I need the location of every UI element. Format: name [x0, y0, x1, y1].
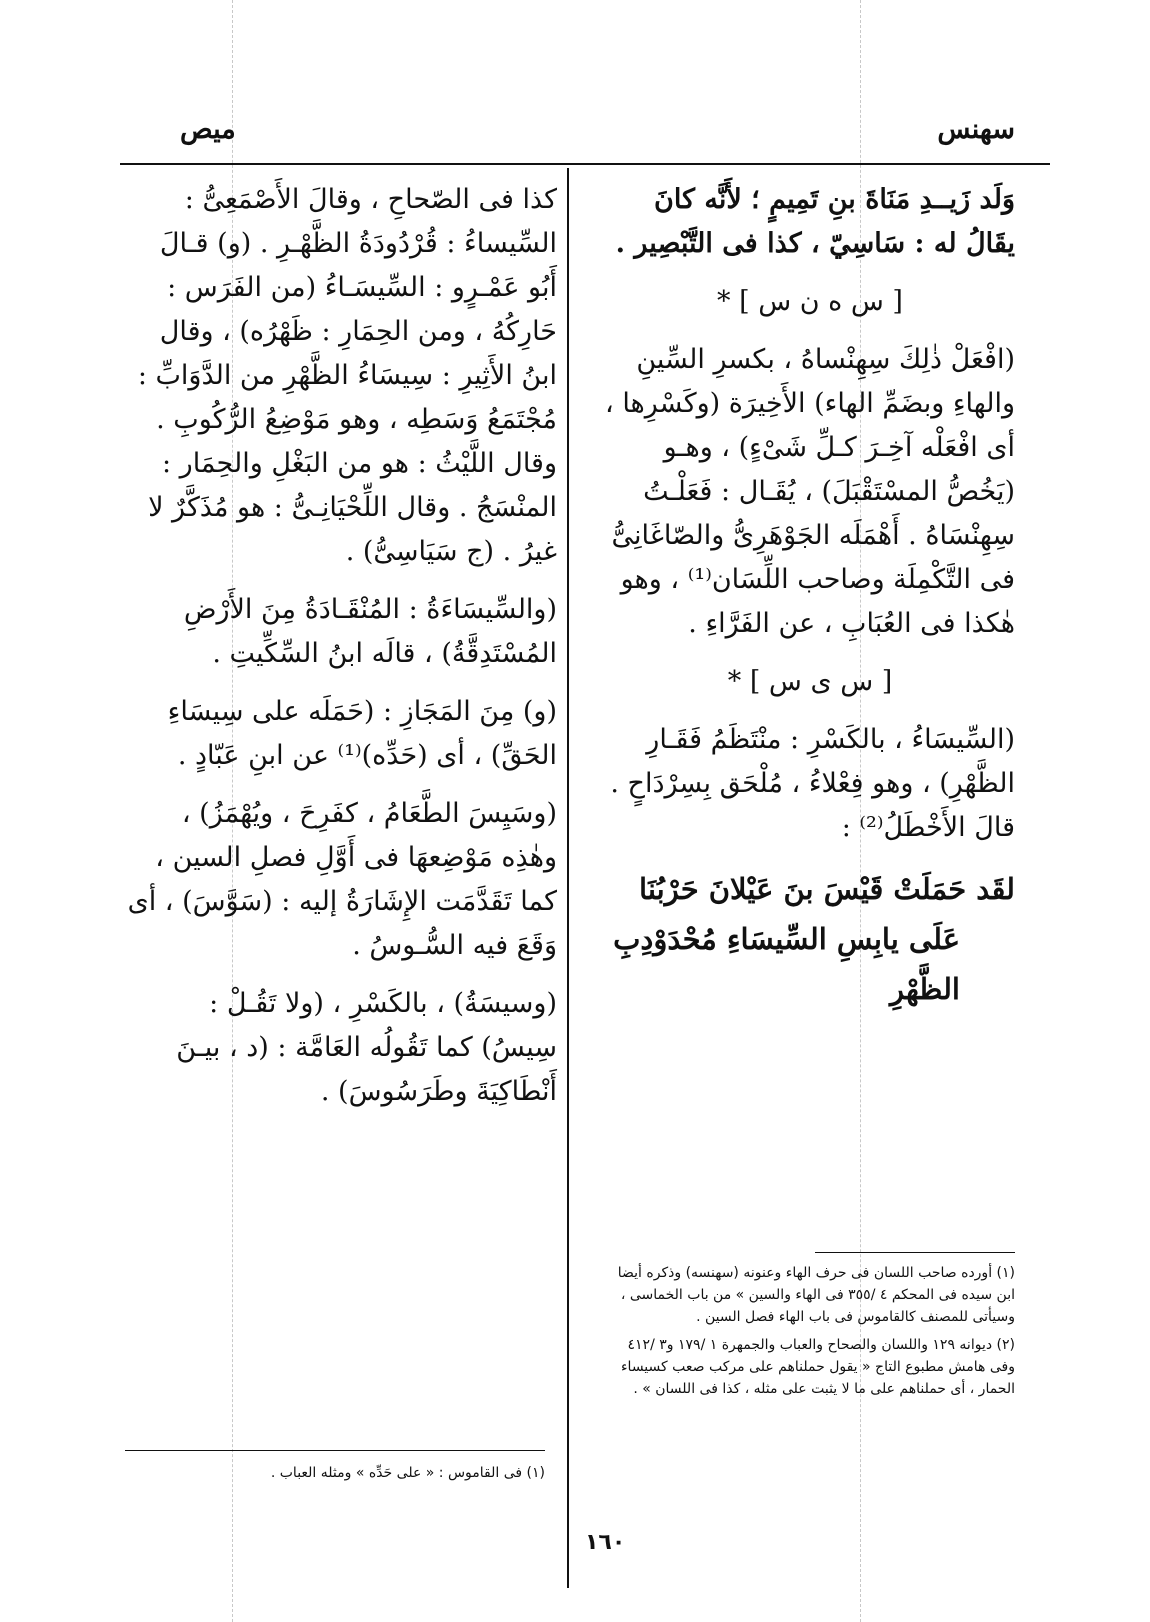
footnote: (٢) ديوانه ١٢٩ واللسان والصحاح والعباب والجمهرة ١ /١٧٩ و٣ /٤١٢ وفى هامش مطبوع التاج « يقول حملناهم على مركب صعب كسيساء الحمار ، أى حملناهم على ما لا يثبت على مثله ، كذا فى اللسان » . [620, 1337, 1015, 1397]
left-column [127, 178, 557, 1128]
paragraph: (السِّيسَاءُ ، بالكَسْرِ : منْتَظَمُ فَقَـارِ الظَّهْرِ) ، وهو فِعْلاءُ ، مُلْحَق بِسِرْدَاحٍ . قالَ الأَخْطَلُ⁽²⁾ : [610, 724, 1015, 843]
footnotes-left [125, 1462, 545, 1490]
right-column [605, 178, 1015, 1014]
running-head-right: سهنس [937, 114, 1015, 145]
paragraph: (وسيسَةُ) ، بالكَسْرِ ، (ولا تَقُـلْ : سِيسُ) كما تَقُولُه العَامَّة : (د ، بيـنَ أَنْطَاكِيَةَ وطَرَسُوسَ) . [176, 988, 557, 1107]
footnotes-right [600, 1262, 1015, 1406]
paragraph: وَلَد زَيــدِ مَنَاةَ بنِ تَمِيمٍ ؛ لأَنَّه كانَ يقَالُ له : سَاسِيّ ، كذا فى التَّبْصِير . [615, 184, 1015, 259]
entry-heading: [ س ه ن س ] * [717, 286, 903, 317]
page-number: ١٦٠ [585, 1530, 626, 1555]
running-head-left: ميص [180, 114, 236, 145]
footnote: (١) أورده صاحب اللسان فى حرف الهاء وعنونه (سهنسه) وذكره أيضا ابن سيده فى المحكم ٤ /٣٥٥ فى الهاء والسين » من باب الخماسى ، وسيأتى للمصنف كالقاموس فى باب الهاء فصل السين . [617, 1265, 1015, 1325]
poem-verse: عَلَى يابِسِ السِّيسَاءِ مُحْدَوْدِبِ الظَّهْرِ [613, 922, 960, 1006]
paragraph: (وسَيِسَ الطَّعَامُ ، كفَرِحَ ، ويُهْمَزُ) ، وهٰذِه مَوْضِعهَا فى أَوَّلِ فصلِ السين ، كما تَقَدَّمَت الإِشَارَةُ إليه : (سَوَّسَ) ، أى وَقَعَ فيه السُّـوسُ . [127, 798, 557, 961]
paragraph: (و) مِنَ المَجَازِ : (حَمَلَه على سِيسَاءِ الحَقِّ) ، أى (حَدِّه)⁽¹⁾ عن ابنِ عَبّادٍ . [167, 696, 557, 771]
poem-verse: لقَد حَمَلَتْ قَيْسَ بنَ عَيْلانَ حَرْبُنَا [639, 872, 1015, 906]
paragraph: (والسِّيسَاءَةُ : المُنْقَـادَةُ مِنَ الأَرْضِ المُسْتَدِقَّةُ) ، قالَه ابنُ السِّكِّيتِ . [183, 594, 557, 669]
header-rule [120, 163, 1050, 165]
footnote-rule [815, 1252, 1015, 1253]
footnote: (١) فى القاموس : « على حَدِّه » ومثله العباب . [270, 1465, 545, 1481]
entry-heading: [ س ى س ] * [727, 666, 893, 697]
paragraph: كذا فى الصّحاحِ ، وقالَ الأَصْمَعِىُّ : السِّيساءُ : قُرْدُودَةُ الظَّهْـرِ . (و) قـالَ أَبُو عَمْـرٍو : السِّيسَـاءُ (من الفَرَس : حَارِكُهُ ، ومن الحِمَارِ : ظَهْرُه) ، وقال ابنُ الأَثِيرِ : سِيسَاءُ الظَّهْرِ من الدَّوَابِّ : مُجْتَمَعُ وَسَطِه ، وهو مَوْضِعُ الرُّكُوبِ . وقال اللَّيْثُ : هو من البَغْلِ والحِمَار : المنْسَجُ . وقال اللِّحْيَانِـىُّ : هو مُذَكَّرٌ لا غيرُ . (ج سَيَاسِىُّ) . [137, 184, 557, 567]
column-divider [567, 168, 569, 1588]
footnote-rule [125, 1450, 545, 1451]
paragraph: (افْعَلْ ذٰلِكَ سِهِنْساهُ ، بكسرِ السِّينِ والهاءِ وبضَمِّ الهاء) الأَخِيرَة (وكَسْرِها ، أى افْعَلْه آخِـرَ كـلِّ شَىْءٍ) ، وهـو (يَخُصُّ المسْتَقْبَلَ) ، يُقَـال : فَعَلْـتُ سِهِنْسَاهُ . أَهْمَلَه الجَوْهَرِىُّ والصّاغَانِىُّ فى التَّكْمِلَة وصاحب اللِّسَان⁽¹⁾ ، وهو هٰكذا فى العُبَابِ ، عن الفَرَّاءِ . [605, 344, 1015, 639]
